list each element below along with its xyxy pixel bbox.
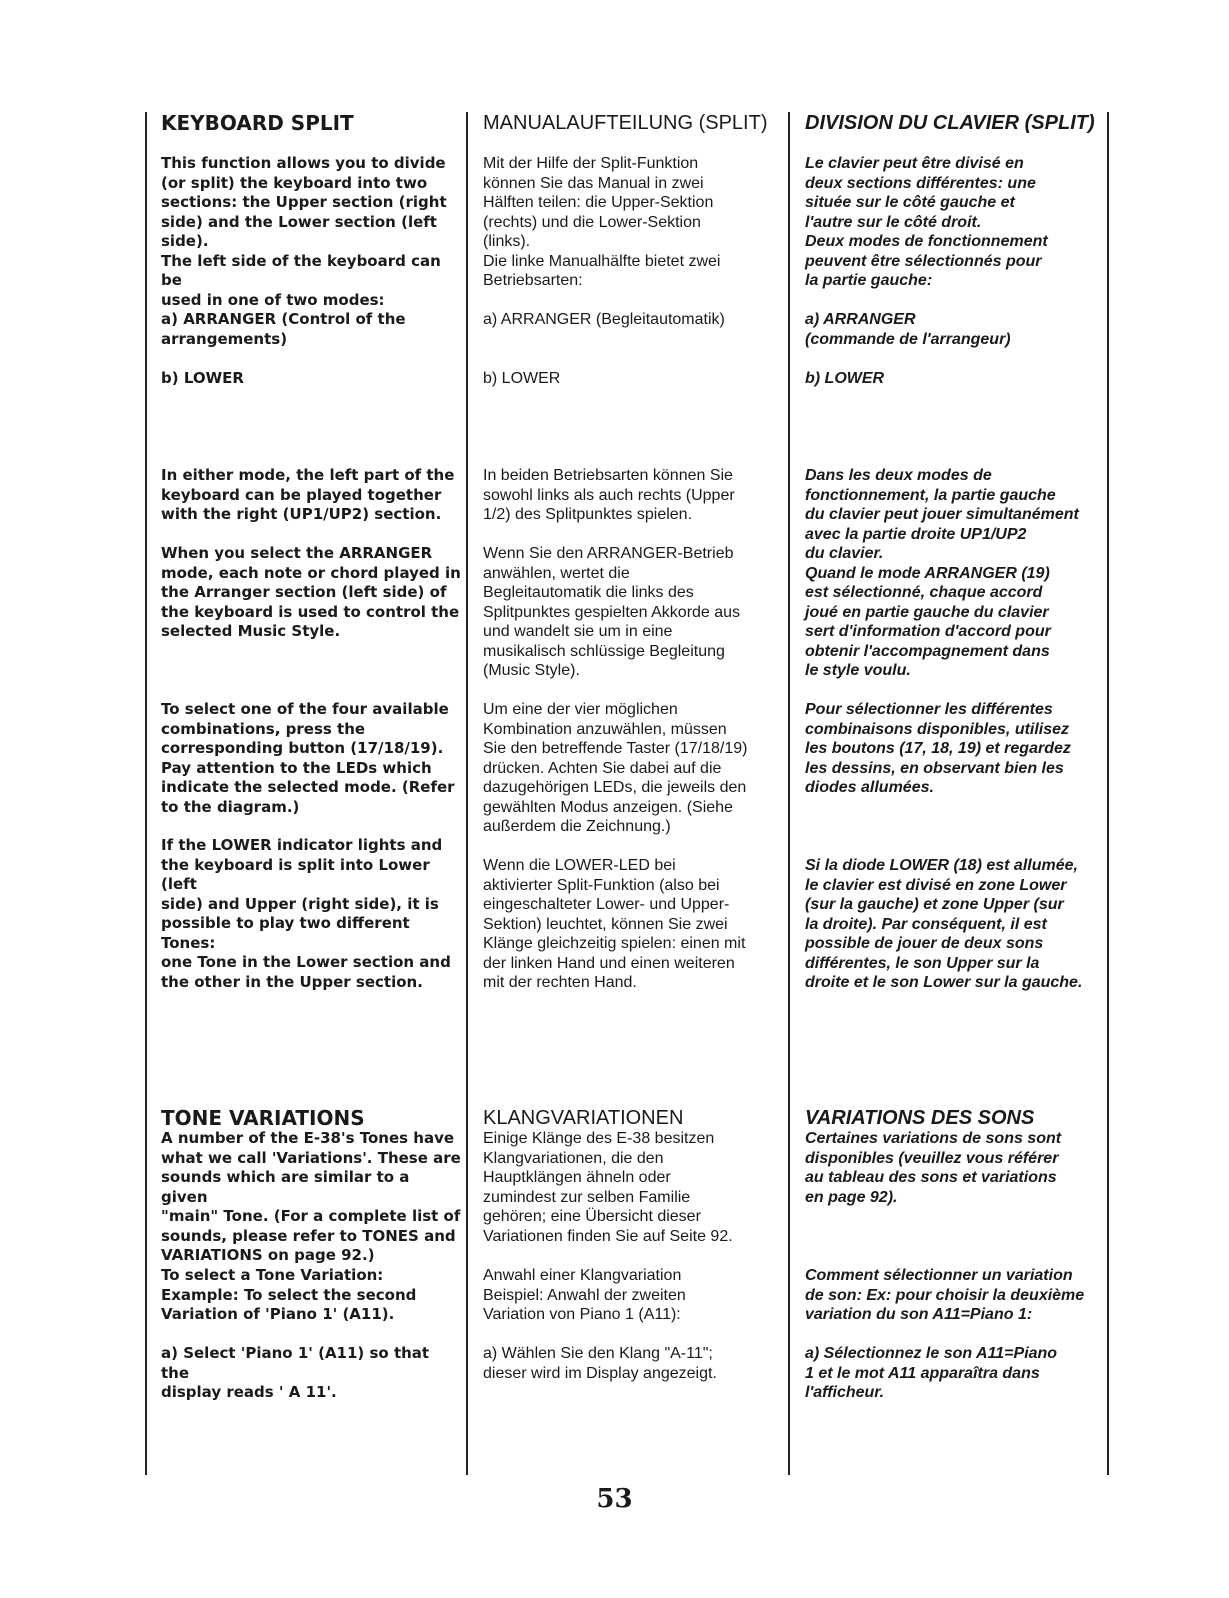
french-split-intro: Le clavier peut être divisé en deux sections différentes: une située sur le côté gauche et l'autre sur le côté droit. Deux modes de fonctionnement peuvent être sélectionnés pour la partie gauche: [805,155,1048,289]
french-mode-a: a) ARRANGER (commande de l'arrangeur) [805,311,1011,348]
french-split-heading: DIVISION DU CLAVIER (SPLIT) [805,112,1095,134]
english-select-combination: To select one of the four available combinations, press the corresponding button (17/18/19). Pay attention to the LEDs which indicate the selected mode. (Refer to the diagram.) [161,700,455,816]
column-rule-2 [466,112,468,1475]
english-lower-indicator: If the LOWER indicator lights and the keyboard is split into Lower (left side) and Upper (right side), it is possible to play two different Tones: one Tone in the Lower section and the other in the Upper section. [161,836,451,991]
english-either-mode: In either mode, the left part of the keyboard can be played together with the right (UP1/UP2) section. [161,466,455,523]
german-mode-a: a) ARRANGER (Begleitautomatik) [483,311,725,328]
english-mode-b: b) LOWER [161,369,244,387]
english-split-heading: KEYBOARD SPLIT [161,111,354,135]
french-lower-indicator: Si la diode LOWER (18) est allumée, le clavier est divisé en zone Lower (sur la gauche) et zone Upper (sur la droite). Par conséquent, il est possible de jouer de deux sons différentes, le son Upper sur la droite et le son Lower sur la gauche. [805,857,1083,991]
english-mode-a: a) ARRANGER (Control of the arrangements) [161,310,406,348]
german-variations-heading: KLANGVARIATIONEN [483,1107,684,1129]
column-rule-1 [145,112,147,1475]
column-rule-3 [788,112,790,1475]
german-variations-intro: Einige Klänge des E-38 besitzen Klangvariationen, die den Hauptklängen ähneln oder zumindest zur selben Familie gehören; eine Übersicht dieser Variationen finden Sie auf Seite 92. [483,1130,733,1245]
english-variations-intro: A number of the E-38's Tones have what we call 'Variations'. These are sounds which are similar to a given "main" Tone. (For a complete list of sounds, please refer to TONES and VARIATIONS on page 92.) [161,1129,461,1264]
french-step-a: a) Sélectionnez le son A11=Piano 1 et le mot A11 apparaîtra dans l'afficheur. [805,1345,1058,1401]
english-arranger-mode: When you select the ARRANGER mode, each note or chord played in the Arranger section (left side) of the keyboard is used to control the selected Music Style. [161,544,461,640]
column-rule-4 [1107,112,1109,1475]
german-mode-b: b) LOWER [483,370,561,387]
german-split-intro: Mit der Hilfe der Split-Funktion können Sie das Manual in zwei Hälften teilen: die Upper-Sektion (rechts) und die Lower-Sektion (links). Die linke Manualhälfte bietet zwei Betriebsarten: [483,155,721,289]
english-select-variation: To select a Tone Variation: Example: To select the second Variation of 'Piano 1' (A11). [161,1266,417,1323]
english-split-intro: This function allows you to divide (or split) the keyboard into two sections: the Upper section (right side) and the Lower section (left side). The left side of the keyboard can be used in one of two modes: [161,154,447,309]
german-select-variation: Anwahl einer Klangvariation Beispiel: Anwahl der zweiten Variation von Piano 1 (A11): [483,1267,686,1323]
german-lower-indicator: Wenn die LOWER-LED bei aktivierter Split-Funktion (also bei eingeschalteter Lower- und Upper- Sektion) leuchtet, können Sie zwei Klänge gleichzeitig spielen: einen mit der linken Hand und einen weiteren mit der rechten Hand. [483,857,746,991]
german-either-mode: In beiden Betriebsarten können Sie sowohl links als auch rechts (Upper 1/2) des Splitpunktes spielen. [483,467,735,523]
french-either-mode: Dans les deux modes de fonctionnement, la partie gauche du clavier peut jouer simultanément avec la partie droite UP1/UP2 du clavier. Quand le mode ARRANGER (19) est sélectionné, chaque accord joué en partie gauche du clavier sert d'information d'accord pour obtenir l'accompagnement dans le style voulu. [805,467,1079,679]
page-number: 53 [596,1484,633,1514]
french-select-variation: Comment sélectionner un variation de son: Ex: pour choisir la deuxième variation du son A11=Piano 1: [805,1267,1085,1323]
english-variations-heading: TONE VARIATIONS [161,1106,365,1130]
german-step-a: a) Wählen Sie den Klang "A-11"; dieser wird im Display angezeigt. [483,1345,717,1382]
german-arranger-mode: Wenn Sie den ARRANGER-Betrieb anwählen, wertet die Begleitautomatik die links des Splitpunktes gespielten Akkorde aus und wandelt sie um in eine musikalisch schlüssige Begleitung (Music Style). [483,545,741,679]
german-select-combination: Um eine der vier möglichen Kombination anzuwählen, müssen Sie den betreffende Taster (17/18/19) drücken. Achten Sie dabei auf die dazugehörigen LEDs, die jeweils den gewählten Modus anzeigen. (Siehe außerdem die Zeichnung.) [483,701,748,835]
english-step-a: a) Select 'Piano 1' (A11) so that the display reads ' A 11'. [161,1344,430,1401]
french-variations-intro: Certaines variations de sons sont disponibles (veuillez vous référer au tableau des sons et variations en page 92). [805,1130,1062,1206]
french-mode-b: b) LOWER [805,370,885,387]
german-split-heading: MANUALAUFTEILUNG (SPLIT) [483,112,768,134]
french-variations-heading: VARIATIONS DES SONS [805,1107,1035,1129]
french-select-combination: Pour sélectionner les différentes combinaisons disponibles, utilisez les boutons (17, 18, 19) et regardez les dessins, en observant bien les diodes allumées. [805,701,1071,796]
